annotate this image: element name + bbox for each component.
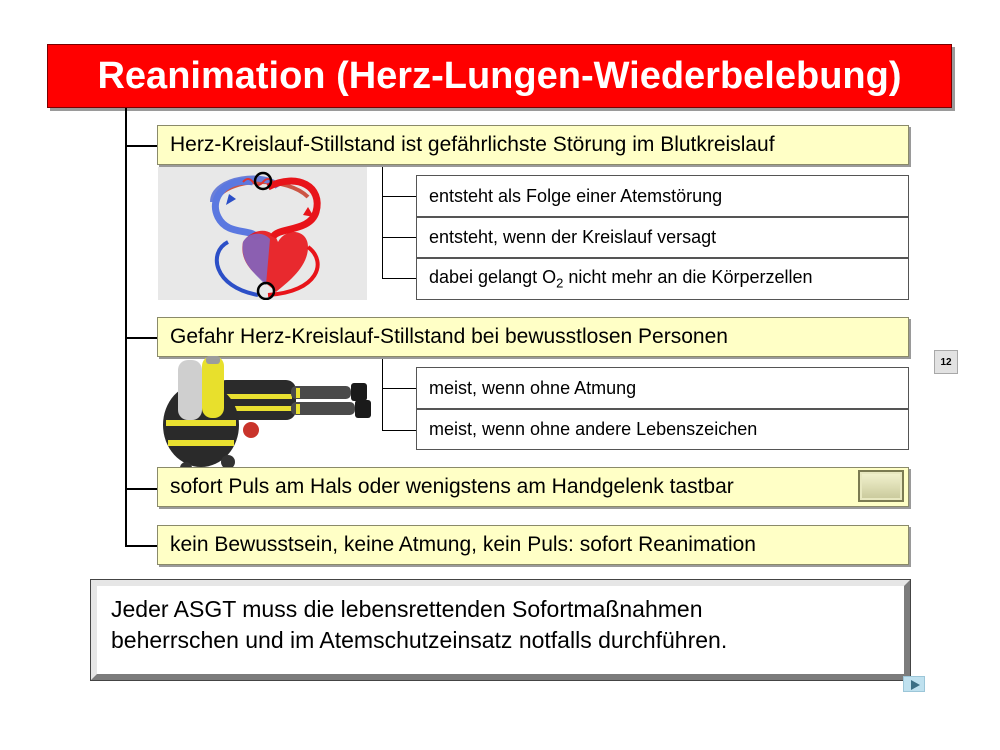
sub-item-oxygen: dabei gelangt $O_2$ nicht mehr an die Körperzellen xyxy=(416,258,909,300)
sub-connector-2a xyxy=(382,388,416,389)
sub-connector-2 xyxy=(382,359,383,430)
next-button[interactable] xyxy=(903,676,925,692)
sub-connector-1c xyxy=(382,278,416,279)
topic-cardiac-arrest: Herz-Kreislauf-Stillstand ist gefährlichste Störung im Blutkreislauf xyxy=(157,125,909,165)
connector-topic-4 xyxy=(125,545,157,547)
topic-check-pulse: sofort Puls am Hals oder wenigstens am Handgelenk tastbar xyxy=(157,467,909,507)
topic-start-reanimation: kein Bewusstsein, keine Atmung, kein Puls: sofort Reanimation xyxy=(157,525,909,565)
sub-connector-2b xyxy=(382,430,416,431)
note-box xyxy=(91,580,910,680)
note-line-1: Jeder ASGT muss die lebensrettenden Sofortmaßnahmen xyxy=(111,596,703,622)
note-line-2: beherrschen und im Atemschutzeinsatz notfalls durchführen. xyxy=(111,627,728,653)
firefighters-rescue-icon xyxy=(156,350,378,474)
pulse-info-button[interactable] xyxy=(858,470,904,502)
heart-circulation-diagram-icon xyxy=(158,167,367,300)
sub-item-circulation-fails: entsteht, wenn der Kreislauf versagt xyxy=(416,217,909,258)
sub-item-no-breathing: meist, wenn ohne Atmung xyxy=(416,367,909,409)
sub-connector-1a xyxy=(382,196,416,197)
sub-connector-1 xyxy=(382,167,383,278)
sub-item-breathing-disorder: entsteht als Folge einer Atemstörung xyxy=(416,175,909,217)
next-arrow-icon xyxy=(904,677,926,693)
connector-topic-2 xyxy=(125,337,157,339)
page-title-text: Reanimation (Herz-Lungen-Wiederbelebung) xyxy=(97,54,902,97)
main-connector-line xyxy=(125,108,127,546)
connector-topic-3 xyxy=(125,488,157,490)
connector-topic-1 xyxy=(125,145,157,147)
sub-item-no-vital-signs: meist, wenn ohne andere Lebenszeichen xyxy=(416,409,909,450)
page-number: 12 xyxy=(934,350,958,374)
sub-connector-1b xyxy=(382,237,416,238)
topic-unconscious-risk: Gefahr Herz-Kreislauf-Stillstand bei bewusstlosen Personen xyxy=(157,317,909,357)
page-title xyxy=(47,44,952,108)
